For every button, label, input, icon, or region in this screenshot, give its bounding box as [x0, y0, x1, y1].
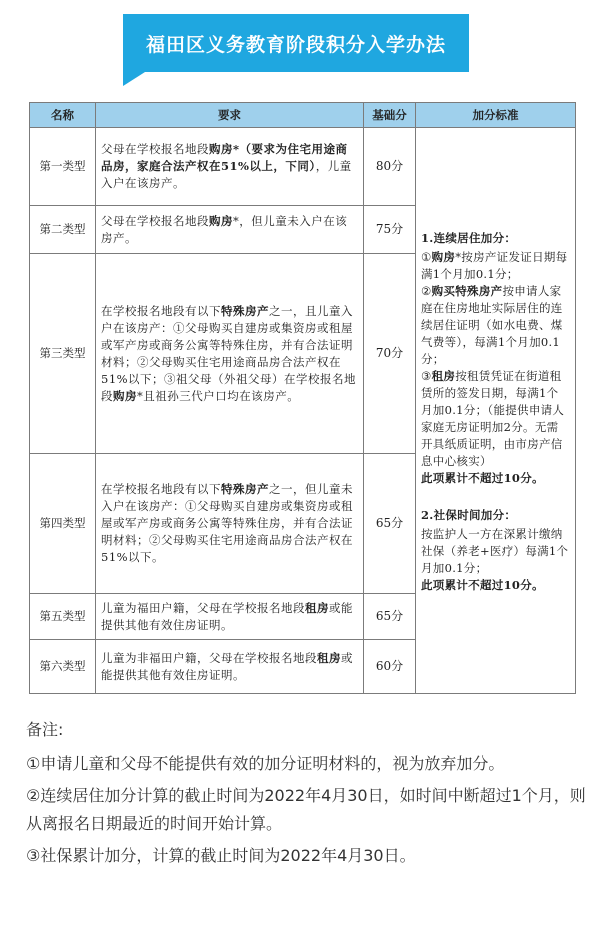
row-requirement [96, 254, 364, 454]
req-emphasis: 购房 [209, 142, 233, 156]
row-base-score: 70分 [364, 254, 416, 454]
req-text: 在学校报名地段有以下 [101, 303, 221, 318]
note-item: ③社保累计加分，计算的截止时间为2022年4月30日。 [26, 846, 416, 865]
row-requirement [96, 454, 364, 594]
row-base-score: 75分 [364, 206, 416, 254]
row-name: 第六类型 [30, 640, 96, 694]
page-title: 福田区义务教育阶段积分入学办法 [145, 33, 446, 56]
req-emphasis: 特殊房产 [221, 303, 269, 318]
notes-title: 备注: [26, 720, 64, 739]
req-emphasis: 购房 [209, 213, 233, 228]
bonus-standard-cell [416, 128, 576, 694]
page-title-banner [123, 14, 469, 72]
bonus-section-1-title: 1.连续居住加分： [421, 230, 517, 245]
col-header-base-score: 基础分 [364, 103, 416, 128]
req-text: *，但儿童未入户在该房产。 [101, 213, 348, 245]
note-item: ①申请儿童和父母不能提供有效的加分证明材料的，视为放弃加分。 [26, 754, 505, 773]
req-text: 父母在学校报名地段 [101, 213, 209, 228]
bonus-item-social-security: 按监护人一方在深累计缴纳社保（养老+医疗）每满1个月加0.1分； [421, 526, 569, 575]
row-base-score: 80分 [364, 128, 416, 206]
bonus-item-3 [421, 368, 570, 470]
row-name: 第一类型 [30, 128, 96, 206]
notes-section [26, 716, 586, 874]
note-item: ②连续居住加分计算的截止时间为2022年4月30日，如时间中断超过1个月，则从离报名日期最近的时间开始计算。 [26, 786, 586, 833]
req-emphasis: 租房 [317, 650, 341, 665]
bonus-text: 按申请人家庭在住房地址实际居住的连续居住证明（如水电费、煤气费等），每满1个月加0.1分； [421, 283, 563, 366]
col-header-bonus: 加分标准 [416, 103, 576, 128]
req-text: ，儿童入户在该房产。 [101, 159, 352, 190]
row-base-score: 65分 [364, 454, 416, 594]
bonus-cap-1: 此项累计不超过10分。 [421, 470, 544, 485]
req-emphasis: 租房 [305, 600, 329, 615]
req-text: 或能提供其他有效住房证明。 [101, 650, 353, 682]
bonus-marker: ① [421, 249, 432, 264]
bonus-cap-2: 此项累计不超过10分。 [421, 577, 544, 592]
row-name: 第三类型 [30, 254, 96, 454]
row-name: 第四类型 [30, 454, 96, 594]
spacer [421, 487, 570, 505]
row-name: 第五类型 [30, 594, 96, 640]
req-emphasis: 购房 [113, 388, 137, 403]
req-text: 之一，但儿童未入户在该房产：①父母购买自建房或集资房或租屋或军产房或商务公寓等特殊住房，并有合法证明材料；②父母购买住宅用途商品房合法产权在51%以下。 [101, 482, 353, 564]
req-text: *且祖孙三代户口均在该房产。 [137, 388, 300, 403]
req-text: 之一，且儿童入户在该房产：①父母购买自建房或集资房或租屋或军产房或商务公寓等特殊住房，并有合法证明材料；②父母购买住宅用途商品房合法产权在51%以下；③祖父母（外祖父母）在学校报名地段 [101, 303, 357, 403]
bonus-text: *按房产证发证日期每满1个月加0.1分； [421, 249, 568, 281]
points-table [29, 102, 576, 694]
bonus-marker: ③ [421, 368, 432, 383]
req-text: 或能提供其他有效住房证明。 [101, 600, 353, 632]
req-text: 儿童为福田户籍，父母在学校报名地段 [101, 600, 305, 615]
row-base-score: 60分 [364, 640, 416, 694]
bonus-marker: ② [421, 283, 432, 298]
col-header-name: 名称 [30, 103, 96, 128]
bonus-text: 按租赁凭证在街道租赁所的签发日期，每满1个月加0.1分；（能提供申请人家庭无房证明加2分。无需开具纸质证明，由市房产信息中心核实） [421, 368, 565, 468]
bonus-item-1 [421, 249, 570, 283]
row-base-score: 65分 [364, 594, 416, 640]
bonus-item-2 [421, 283, 570, 368]
bonus-section-2-title: 2.社保时间加分： [421, 507, 517, 522]
req-emphasis: *（要求为住宅用途商品房，家庭合法产权在51%以上，下同） [101, 142, 348, 173]
row-requirement [96, 640, 364, 694]
row-requirement [96, 128, 364, 206]
row-name: 第二类型 [30, 206, 96, 254]
req-text: 儿童为非福田户籍，父母在学校报名地段 [101, 650, 317, 665]
req-text: 在学校报名地段有以下 [101, 482, 221, 496]
table-header-row [30, 103, 576, 128]
bonus-emphasis: 租房 [431, 368, 456, 383]
req-emphasis: 特殊房产 [221, 482, 269, 496]
req-text: 父母在学校报名地段 [101, 142, 209, 156]
banner-tail [123, 72, 145, 86]
bonus-emphasis: 购买特殊房产 [431, 283, 503, 298]
col-header-requirement: 要求 [96, 103, 364, 128]
bonus-emphasis: 购房 [431, 249, 456, 264]
row-requirement [96, 206, 364, 254]
row-requirement [96, 594, 364, 640]
table-row [30, 128, 576, 206]
